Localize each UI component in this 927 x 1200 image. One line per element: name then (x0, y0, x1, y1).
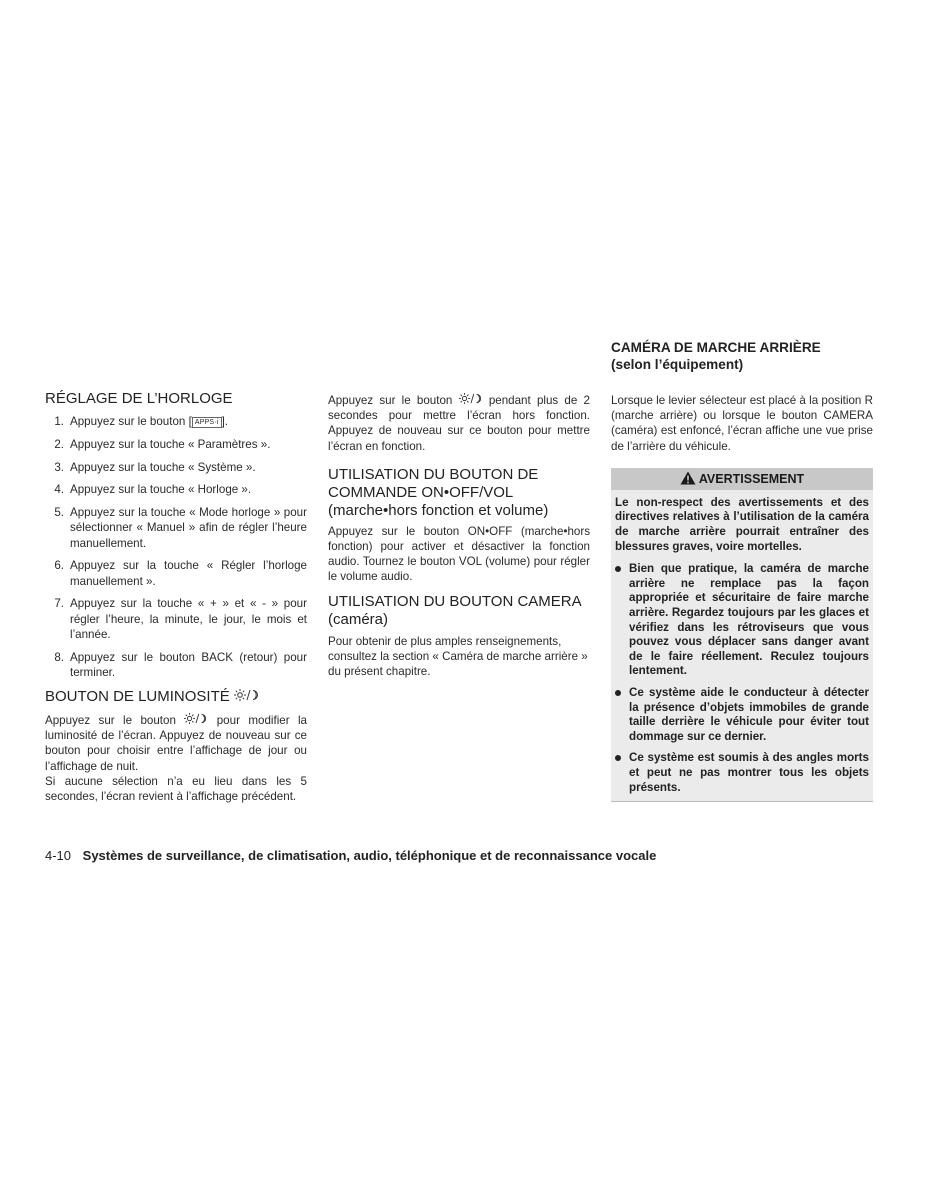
onoff-paragraph: Appuyez sur le bouton ON•OFF (marche•hors fonction) pour activer et désactiver la fonction audio. Tournez le bouton VOL (volume) pour régler le volume audio. (328, 524, 590, 584)
warning-bullets (615, 562, 869, 795)
bullet-icon (615, 690, 621, 696)
list-item: 2. Appuyez sur la touche « Paramètres ». (54, 437, 271, 451)
heading-brightness: BOUTON DE LUMINOSITÉ (45, 688, 307, 706)
list-item: 3. Appuyez sur la touche « Système ». (54, 460, 256, 474)
camera-paragraph: Pour obtenir de plus amples renseignements, consultez la section « Caméra de marche arrière » du présent chapitre. (328, 634, 588, 679)
screen-off-paragraph: Appuyez sur le bouton pendant plus de 2 secondes pour mettre l’écran hors fonction. Appuyez de nouveau sur ce bouton pour mettre l’écran en fonction. (328, 394, 590, 453)
page-footer (45, 848, 656, 864)
middle-column (328, 392, 590, 679)
list-item: 7. Appuyez sur la touche « + » et « - » pour régler l’heure, la minute, le jour, le mois et l’année. (54, 597, 307, 641)
warning-lead: Le non-respect des avertissements et des directives relatives à l’utilisation de la caméra de marche arrière pourrait entraîner des blessures graves, voire mortelles. (615, 495, 869, 553)
heading-camera-button: UTILISATION DU BOUTON CAMERA (caméra) (328, 592, 582, 628)
brightness-icon (234, 688, 260, 702)
heading-rear-camera: CAMÉRA DE MARCHE ARRIÈRE (selon l’équipement) (611, 340, 821, 372)
right-column (611, 339, 873, 802)
list-item: 8. Appuyez sur le bouton BACK (retour) pour terminer. (54, 650, 307, 679)
brightness-icon (459, 392, 483, 405)
left-column (45, 390, 307, 804)
apps-button-icon: APPS·i (192, 417, 222, 428)
list-item: Bien que pratique, la caméra de marche arrière ne remplace pas la façon appropriée et sécuritaire de faire marche arrière. Regardez toujours par les glaces et vérifiez dans les rétroviseurs que vous pouvez vous déplacer sans danger avant de le faire réellement. Reculez toujours lentement. (615, 562, 869, 679)
list-item: Ce système est soumis à des angles morts et peut ne pas montrer tous les objets présents. (615, 751, 869, 795)
warning-icon (680, 471, 696, 485)
warning-body (611, 490, 873, 801)
list-item: Ce système aide le conducteur à détecter la présence d’objets immobiles de grande taille derrière le véhicule pour éviter tout dommage sur ce dernier. (615, 686, 869, 744)
warning-title: AVERTISSEMENT (698, 471, 805, 486)
bullet-icon (615, 755, 621, 761)
clock-steps-list (45, 414, 307, 680)
brightness-icon (184, 712, 208, 725)
chapter-title: Systèmes de surveillance, de climatisation, audio, téléphonique et de reconnaissance vocale (82, 848, 657, 863)
warning-box (611, 468, 873, 802)
warning-header (611, 468, 873, 490)
list-item: 5. Appuyez sur la touche « Mode horloge » pour sélectionner « Manuel » afin de régler l’heure manuellement. (54, 506, 307, 550)
list-item: 4. Appuyez sur la touche « Horloge ». (54, 483, 252, 497)
rear-camera-intro: Lorsque le levier sélecteur est placé à la position R (marche arrière) ou lorsque le bouton CAMERA (caméra) est enfoncé, l’écran affiche une vue prise de l’arrière du véhicule. (611, 394, 873, 453)
list-item: 6. Appuyez sur la touche « Régler l’horloge manuellement ». (54, 559, 307, 588)
page-number: 4-10 (45, 848, 72, 863)
list-item: 1. Appuyez sur le bouton [ APPS·i ]. (54, 415, 229, 428)
heading-clock-setting: RÉGLAGE DE L’HORLOGE (45, 390, 233, 407)
heading-onoff-vol: UTILISATION DU BOUTON DE COMMANDE ON•OFF/VOL (marche•hors fonction et volume) (328, 465, 549, 519)
bullet-icon (615, 566, 621, 572)
brightness-timeout-paragraph: Si aucune sélection n’a eu lieu dans les 5 secondes, l’écran revient à l’affichage précédent. (45, 774, 307, 804)
brightness-paragraph: Appuyez sur le bouton pour modifier la luminosité de l’écran. Appuyez de nouveau sur ce bouton pour choisir entre l’affichage de jour ou l’affichage de nuit. (45, 714, 307, 773)
